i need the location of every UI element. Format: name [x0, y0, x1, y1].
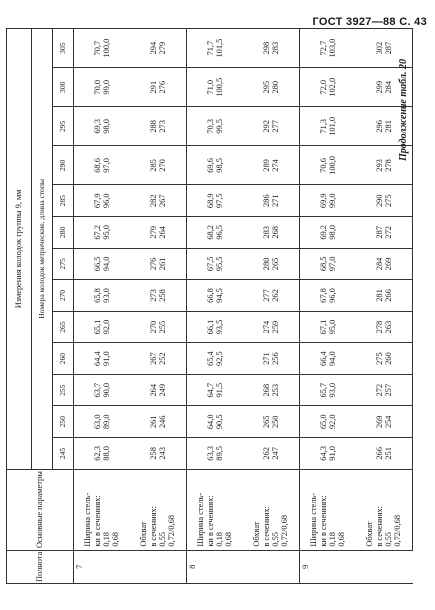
parameter-label-cell: Ширина стель- ки в сечениях: 0,18 0,68 [74, 469, 131, 550]
fullness-index-cell: 7 [74, 550, 187, 583]
value-cell: 298 283 [243, 29, 300, 68]
value-cell: 258 243 [130, 438, 187, 470]
value-cell: 67,9 96,0 [74, 185, 131, 217]
value-cell: 287 272 [356, 217, 413, 249]
value-cell: 70,7 100,0 [74, 29, 131, 68]
value-cell: 274 259 [243, 311, 300, 343]
value-cell: 292 277 [243, 107, 300, 146]
value-cell: 63,7 90,0 [74, 374, 131, 406]
value-cell: 72,7 103,0 [300, 29, 357, 68]
size-header-cell: 285 [53, 185, 74, 217]
fullness-index-cell: 8 [187, 550, 300, 583]
parameter-label-cell: Ширина стель- ки в сечениях: 0,18 0,68 [187, 469, 244, 550]
table-body [74, 29, 413, 584]
value-cell: 295 280 [243, 68, 300, 107]
parameter-label-cell: Обхват в сечениях: 0,55 0,72/0,68 [356, 469, 413, 550]
value-cell: 286 271 [243, 185, 300, 217]
value-cell: 268 253 [243, 374, 300, 406]
value-cell: 69,6 98,5 [187, 146, 244, 185]
col-index-header: Полнота [7, 550, 74, 583]
value-cell: 63,3 89,5 [187, 438, 244, 470]
parameter-label-cell: Ширина стель- ки в сечениях: 0,18 0,68 [300, 469, 357, 550]
value-cell: 293 278 [356, 146, 413, 185]
value-cell: 281 266 [356, 280, 413, 312]
value-cell: 294 279 [130, 29, 187, 68]
group-header: Измерения колодок группы 9, мм [7, 29, 32, 470]
value-cell: 65,0 92,0 [300, 406, 357, 438]
value-cell: 68,5 97,0 [300, 248, 357, 280]
value-cell: 62,3 88,0 [74, 438, 131, 470]
value-cell: 275 260 [356, 343, 413, 375]
value-cell: 65,4 92,5 [187, 343, 244, 375]
parameter-label-cell: Обхват в сечениях: 0,55 0,72/0,68 [243, 469, 300, 550]
value-cell: 72,0 102,0 [300, 68, 357, 107]
value-cell: 70,3 99,5 [187, 107, 244, 146]
size-header-cell: 260 [53, 343, 74, 375]
size-header-cell: 270 [53, 280, 74, 312]
value-cell: 68,6 97,0 [74, 146, 131, 185]
parameter-label-cell: Обхват в сечениях: 0,55 0,72/0,68 [130, 469, 187, 550]
value-cell: 66,4 94,0 [300, 343, 357, 375]
value-cell: 64,7 91,5 [187, 374, 244, 406]
rotated-table-area [6, 16, 426, 596]
value-cell: 69,9 99,0 [300, 185, 357, 217]
value-cell: 68,2 96,5 [187, 217, 244, 249]
value-cell: 299 284 [356, 68, 413, 107]
value-cell: 71,3 101,0 [300, 107, 357, 146]
value-cell: 271 256 [243, 343, 300, 375]
value-cell: 71,7 101,5 [187, 29, 244, 68]
value-cell: 285 270 [130, 146, 187, 185]
value-cell: 66,1 93,5 [187, 311, 244, 343]
value-cell: 67,8 96,0 [300, 280, 357, 312]
value-cell: 289 274 [243, 146, 300, 185]
fullness-index-cell: 9 [300, 550, 413, 583]
value-cell: 68,9 97,5 [187, 185, 244, 217]
table-row [130, 29, 187, 584]
value-cell: 262 247 [243, 438, 300, 470]
value-cell: 65,8 93,0 [74, 280, 131, 312]
measurements-table [6, 28, 413, 584]
size-header-cell: 305 [53, 29, 74, 68]
value-cell: 64,4 91,0 [74, 343, 131, 375]
page-header: ГОСТ 3927—88 С. 43 [312, 16, 427, 28]
value-cell: 69,3 98,0 [74, 107, 131, 146]
value-cell: 302 287 [356, 29, 413, 68]
value-cell: 261 246 [130, 406, 187, 438]
size-header-cell: 290 [53, 146, 74, 185]
value-cell: 267 252 [130, 343, 187, 375]
value-cell: 67,5 95,5 [187, 248, 244, 280]
size-header-cell: 280 [53, 217, 74, 249]
value-cell: 279 264 [130, 217, 187, 249]
col-param-header: Основные параметры [7, 469, 74, 550]
subgroup-header: Номера колодок метрические, длина стопы [32, 29, 53, 470]
value-cell: 296 281 [356, 107, 413, 146]
value-cell: 265 250 [243, 406, 300, 438]
value-cell: 67,1 95,0 [300, 311, 357, 343]
value-cell: 273 258 [130, 280, 187, 312]
value-cell: 70,0 99,0 [74, 68, 131, 107]
value-cell: 284 269 [356, 248, 413, 280]
table-row [74, 29, 131, 584]
value-cell: 269 254 [356, 406, 413, 438]
table-row [300, 29, 357, 584]
continued-caption: Продолжение табл. 20 [398, 58, 409, 161]
value-cell: 69,2 98,0 [300, 217, 357, 249]
value-cell: 291 276 [130, 68, 187, 107]
value-cell: 65,7 93,0 [300, 374, 357, 406]
size-header-cell: 245 [53, 438, 74, 470]
size-header-cell: 295 [53, 107, 74, 146]
value-cell: 71,0 100,5 [187, 68, 244, 107]
size-header-cell: 275 [53, 248, 74, 280]
value-cell: 64,3 91,0 [300, 438, 357, 470]
value-cell: 283 268 [243, 217, 300, 249]
value-cell: 278 263 [356, 311, 413, 343]
size-header-cell: 300 [53, 68, 74, 107]
value-cell: 266 251 [356, 438, 413, 470]
value-cell: 66,8 94,5 [187, 280, 244, 312]
value-cell: 277 262 [243, 280, 300, 312]
value-cell: 282 267 [130, 185, 187, 217]
value-cell: 280 265 [243, 248, 300, 280]
value-cell: 264 249 [130, 374, 187, 406]
table-row [187, 29, 244, 584]
size-header-cell: 265 [53, 311, 74, 343]
value-cell: 290 275 [356, 185, 413, 217]
value-cell: 70,6 100,0 [300, 146, 357, 185]
value-cell: 270 255 [130, 311, 187, 343]
value-cell: 276 261 [130, 248, 187, 280]
size-header-cell: 250 [53, 406, 74, 438]
value-cell: 288 273 [130, 107, 187, 146]
value-cell: 67,2 95,0 [74, 217, 131, 249]
table-row [243, 29, 300, 584]
value-cell: 63,0 89,0 [74, 406, 131, 438]
value-cell: 64,0 90,5 [187, 406, 244, 438]
value-cell: 66,5 94,0 [74, 248, 131, 280]
value-cell: 272 257 [356, 374, 413, 406]
value-cell: 65,1 92,0 [74, 311, 131, 343]
size-header-cell: 255 [53, 374, 74, 406]
